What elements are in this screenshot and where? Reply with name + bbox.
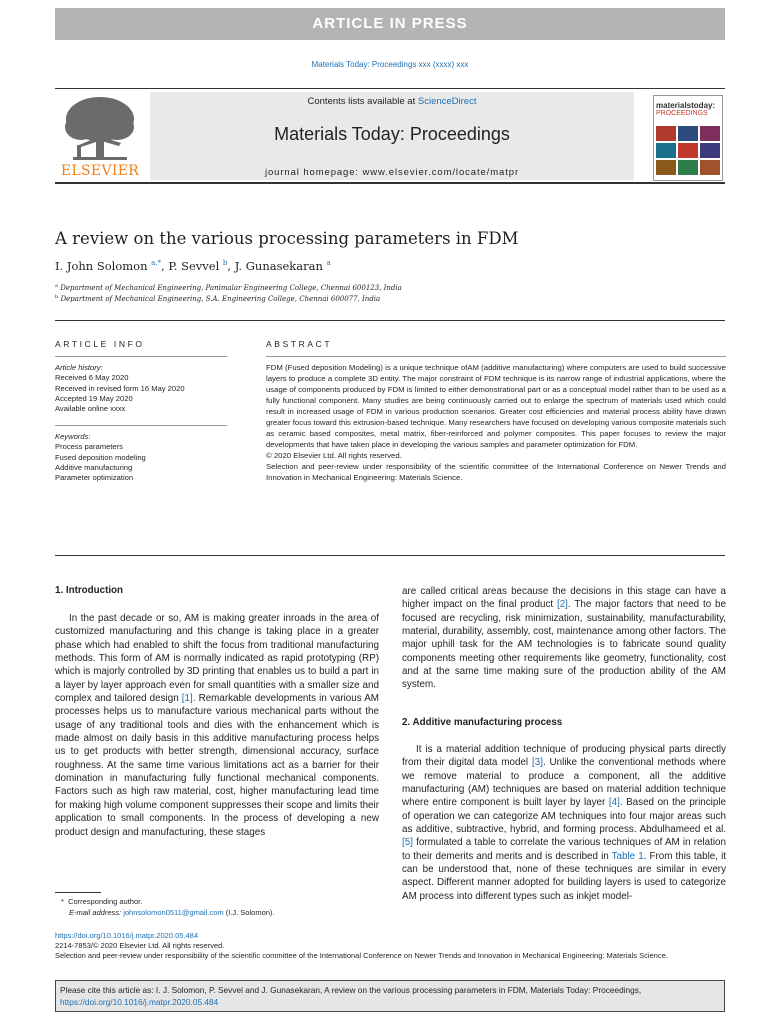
affiliation-text: Department of Mechanical Engineering, Panimalar Engineering College, Chennai 600123, India [60,284,402,292]
affiliation-a [55,283,402,292]
intro-continued-paragraph [402,585,726,692]
sciencedirect-link[interactable]: ScienceDirect [417,96,477,107]
right-column-text [402,585,726,692]
masthead-center [150,92,634,180]
am-text-c: . Based on the principle of operation we can categorize AM techniques into four major areas such as additive, subtractive, hybrid, and forming process. Abdulhameed et al. [402,797,726,836]
citation-link[interactable]: [2] [556,599,568,611]
section-heading-introduction: 1. Introduction [55,585,124,596]
history-item: Received in revised form 16 May 2020 [55,383,185,393]
am-text-b: . Unlike the conventional methods where we remove material to produce a component, all the additive manufacturing (AM) techniques are based on material addition technique where entire component is built layer by layer [402,757,726,809]
article-info-heading: ARTICLE INFO [55,339,145,349]
contents-line [150,96,634,107]
citation-link[interactable]: [3] [531,757,543,769]
am-text-a: It is a material addition technique of producing physical parts directly from their digital data model [402,744,726,769]
journal-cover-thumbnail[interactable] [653,95,723,181]
keyword-item: Additive manufacturing [55,462,133,472]
issn-line: 2214-7853/© 2020 Elsevier Ltd. All rights reserved. [55,941,225,951]
abstract-text: FDM (Fused deposition Modeling) is a unique technique ofAM (additive manufacturing) where computers are used to build successive layers to produce a complete 3D entity. The major constraint of FDM technique is its narrow range of industrial applications, where the usage of components produced by FDM is limited to either demonstrational part or as a conceptual model rather than to be used as a fully functional component. Many studies are being continuously carried out to enlarge the spectrum of materials used which could result in increased usage of FDM in various production scenarios. Greater cost efficiencies and material process ability have drawn greater focus toward this extrusion-based technique. Many researchers have focused on developing various composite materials such as ceramic based composites, metal matrix, fiber-reinforced and polymer composites. This paper focuses to review the major developments that have taken place in developing the various samples and parameter optimization for FDM. [266,363,726,449]
abstract-copyright: © 2020 Elsevier Ltd. All rights reserved. [266,451,402,460]
author-affiliation-marker[interactable]: a [326,259,331,267]
left-column-text [55,612,379,839]
email-line [55,907,379,918]
intro-text-b: . Remarkable developments in various AM processes helps us to manufacture various mechanical parts without the usage of any traditional tools and dies with the enhancement which is made almost on daily basis in this additive manufacturing process helps us to get products with better strength, dimensional accuracy, surface roughness. At the same time various limitations act as a barrier for their domination in manufacturing fully functional mechanical components. Factors such as high raw material, cost, higher manufacturing lead time for making high volume component suppresses their scope and limits their application to small components. In the process of developing a new product design and manufacturing, these stages [55,693,379,838]
citation-text: Please cite this article as: I. J. Solomon, P. Sevvel and J. Gunasekaran, A review on the various processing parameters in FDM, Materials Today: Proceedings, [60,985,642,995]
masthead [55,88,725,184]
author-separator: , [227,259,235,273]
author-name[interactable]: J. Gunasekaran [234,259,323,273]
journal-reference-link[interactable]: Materials Today: Proceedings xxx (xxxx) xxx [311,60,469,69]
cover-image-grid-icon [656,126,720,176]
corresponding-author-footnote [55,896,379,918]
section-heading-additive-manufacturing: 2. Additive manufacturing process [402,717,563,728]
citation-link[interactable]: [5] [402,837,413,849]
citation-link[interactable]: [1] [181,693,193,705]
keyword-item: Fused deposition modeling [55,452,146,462]
history-item: Available online xxxx [55,404,126,414]
intro-cont-b: . The major factors that need to be focused are recycling, risk minimization, sustainability, manufacturability, material, durability, assembly, cost, maintenance among other factors. The major uphill task for the AM technologies is to fabricate sound quality components meeting other requirements like geometry, functionality, cost and at the same time making sure of the production ability of the AM system. [402,599,726,691]
author-list [55,259,331,273]
author-affiliation-marker[interactable]: b [222,259,228,267]
keywords-label: Keywords: [55,432,91,441]
table-link[interactable]: Table 1 [611,850,644,862]
abstract-heading: ABSTRACT [266,339,333,349]
abstract-body [266,362,726,483]
abstract-bottom-divider [55,555,725,556]
am-text-e: . From this table, it can be understood that, none of these techniques are similar in every aspect. Different manner adopted for building layers is used to categorize AM process into different types such as inkjet model- [402,850,726,902]
affiliation-marker: b [55,294,59,300]
selection-note: Selection and peer-review under responsibility of the scientific committee of the International Conference on Newer Trends and Innovation in Mechanical Engineering: Materials Science. [55,951,668,961]
intro-text-a: In the past decade or so, AM is making greater inroads in the area of customized manufacturing and this change is taking place in a greater phase which had enabled to shift the focus from traditional manufacturing methods. This form of AM is normally indicated as rapid prototyping (RP) which is majorly controlled by 3D printing that enables us to build a part in a layer by layer approach even for small quantities with a smaller size and complex and tailored design [55,613,379,705]
intro-paragraph [55,612,379,839]
header-divider [55,320,725,321]
affiliation-text: Department of Mechanical Engineering, S.A. Engineering College, Chennai 600077, India [60,295,381,303]
journal-title: Materials Today: Proceedings [274,124,510,144]
section2-text [402,743,726,903]
cover-subtitle: PROCEEDINGS [656,110,708,117]
keywords-block [55,432,227,483]
bottom-metadata [55,931,725,962]
affiliation-b [55,294,380,303]
author-name[interactable]: I. John Solomon [55,259,148,273]
article-info-divider [55,356,227,357]
email-suffix: (I.J. Solomon). [223,908,275,917]
keyword-item: Parameter optimization [55,473,134,483]
citation-link[interactable]: [4] [608,797,620,809]
abstract-divider [266,356,726,357]
footnote-divider [55,892,101,893]
email-label: E-mail address: [69,908,124,917]
doi-link[interactable]: https://doi.org/10.1016/j.matpr.2020.05.484 [55,931,199,940]
keyword-item: Process parameters [55,442,123,452]
history-item: Accepted 19 May 2020 [55,393,133,403]
journal-homepage[interactable]: journal homepage: www.elsevier.com/locate/matpr [264,167,520,178]
article-in-press-banner: ARTICLE IN PRESS [55,8,725,40]
email-link[interactable]: johnsolomon0511@gmail.com [123,908,224,917]
author-name[interactable]: P. Sevvel [168,259,220,273]
keywords-divider [55,425,227,426]
citation-box [55,980,725,1012]
article-history [55,363,227,414]
author-separator: , [161,259,169,273]
author-affiliation-marker[interactable]: a,* [151,259,162,267]
history-item: Received 6 May 2020 [55,373,129,383]
contents-prefix: Contents lists available at [307,96,418,107]
affiliation-marker: a [55,283,58,289]
elsevier-wordmark: ELSEVIER [60,163,140,179]
footnote-line [55,896,379,907]
intro-cont-a: are called critical areas because the decisions in this stage can have a higher impact on the final product [402,586,726,611]
article-title: A review on the various processing parameters in FDM [55,229,519,248]
am-paragraph [402,743,726,903]
cover-title: materialstoday: [656,101,716,110]
article-history-label: Article history: [55,363,103,372]
footnote-marker: * [61,897,64,906]
corresponding-label: Corresponding author. [68,897,143,906]
abstract-selection: Selection and peer-review under responsibility of the scientific committee of the International Conference on Newer Trends and Innovation in Mechanical Engineering: Materials Science. [266,462,726,482]
am-text-d: formulated a table to correlate the various techniques of AM in relation to their demerits and merits and is described in [402,837,726,862]
citation-doi-link[interactable]: https://doi.org/10.1016/j.matpr.2020.05.484 [60,997,219,1007]
